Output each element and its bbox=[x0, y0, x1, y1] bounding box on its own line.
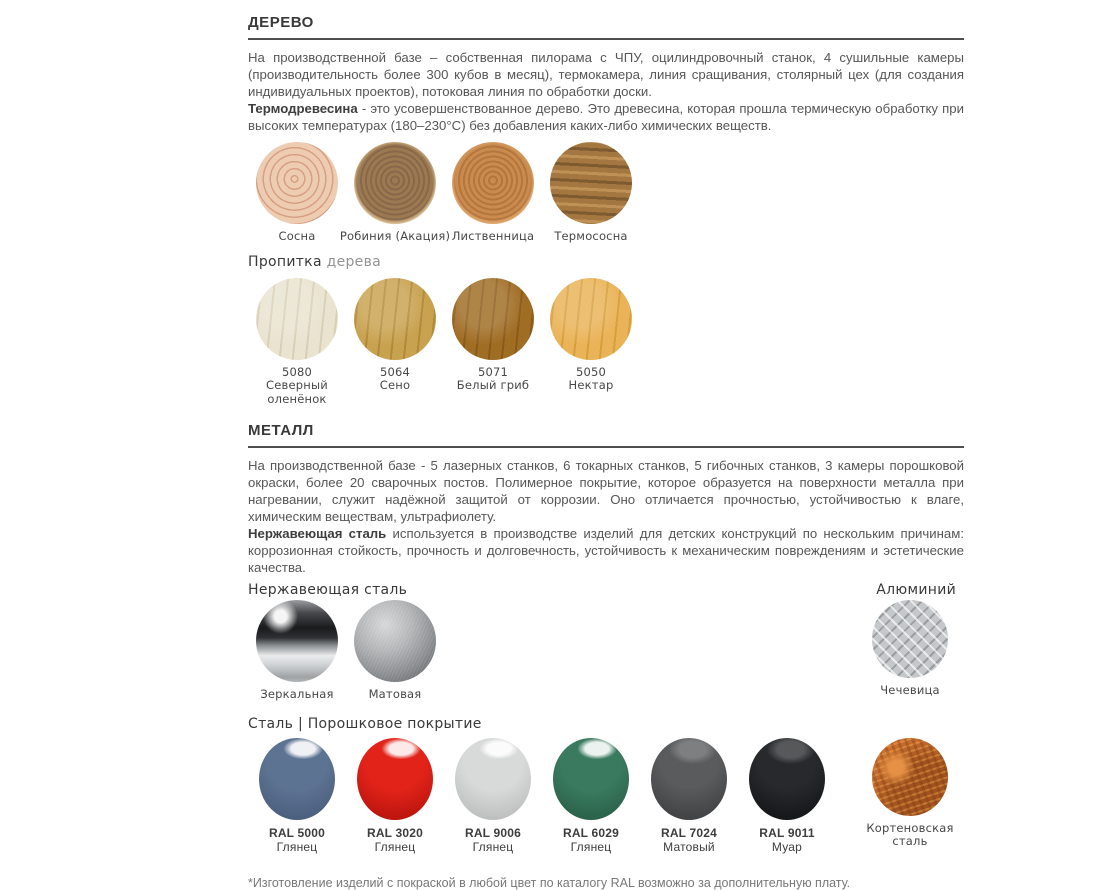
wood-species-row bbox=[248, 142, 964, 244]
swatch-ral-6029 bbox=[542, 738, 640, 854]
ral-finish: Муар bbox=[771, 839, 803, 854]
swatch-5064 bbox=[346, 278, 444, 393]
larch-cross-section-image bbox=[452, 142, 534, 224]
swatch-aluminum-plate bbox=[861, 600, 959, 698]
swatch-label bbox=[661, 826, 717, 854]
impregnation-row bbox=[248, 278, 964, 407]
thermowood-term: Термодревесина bbox=[248, 101, 358, 116]
stain-code: 5050 bbox=[575, 364, 607, 379]
thermowood-paragraph bbox=[248, 100, 964, 134]
stain-5071-image bbox=[452, 278, 534, 360]
swatch-label: Кортеновская сталь bbox=[866, 820, 954, 848]
impregnation-title-sub: дерева bbox=[326, 253, 382, 270]
swatch-label bbox=[367, 826, 423, 854]
swatch-ral-3020 bbox=[346, 738, 444, 854]
swatch-label: Чечевица bbox=[880, 683, 940, 697]
ral-7024-sphere-image bbox=[651, 738, 727, 820]
powder-coating-row bbox=[248, 738, 964, 854]
swatch-label: Сосна bbox=[278, 229, 316, 243]
swatch-label bbox=[569, 366, 614, 393]
ral-finish: Глянец bbox=[472, 839, 514, 854]
stainless-term: Нержавеющая сталь bbox=[248, 526, 387, 541]
metal-intro-paragraph: На производственной базе - 5 лазерных станков, 6 токарных станков, 5 гибочных станков, 3 камеры порошковой окраски, более 20 сварочных постов. Полимерное покрытие, которое образуется на поверхности металла при нагревании, служит надёжной защитой от коррозии. Оно отличается прочностью, устойчивостью к влаге, химическим веществам, ультрафиолету. bbox=[248, 458, 964, 524]
ral-9006-sphere-image bbox=[455, 738, 531, 820]
swatch-label bbox=[457, 366, 529, 393]
swatch-ral-5000 bbox=[248, 738, 346, 854]
swatch-ral-9011 bbox=[738, 738, 836, 854]
stain-code: 5080 bbox=[281, 364, 313, 379]
swatch-pine bbox=[248, 142, 346, 244]
swatch-larch bbox=[444, 142, 542, 244]
ral-finish: Глянец bbox=[276, 839, 318, 854]
swatch-robinia bbox=[339, 142, 451, 244]
swatch-thermopine bbox=[542, 142, 640, 244]
stain-name: Северный оленёнок bbox=[266, 378, 328, 406]
aluminum-title: Алюминий bbox=[876, 582, 956, 598]
thermopine-grain-image bbox=[550, 142, 632, 224]
stain-5064-image bbox=[354, 278, 436, 360]
swatch-ral-9006 bbox=[444, 738, 542, 854]
ral-6029-sphere-image bbox=[553, 738, 629, 820]
swatch-label: Зеркальная bbox=[260, 687, 334, 701]
stain-name: Сено bbox=[379, 378, 411, 392]
swatch-label bbox=[563, 826, 619, 854]
stainless-row bbox=[248, 600, 964, 702]
thermowood-text: - это усовершенствованное дерево. Это древесина, которая прошла термическую обработку при высоких температурах (180–230°C) без добавления каких-либо химических веществ. bbox=[248, 101, 964, 133]
swatch-label: Матовая bbox=[368, 687, 422, 701]
ral-code: RAL 5000 bbox=[268, 825, 326, 840]
ral-5000-sphere-image bbox=[259, 738, 335, 820]
swatch-matte-steel bbox=[346, 600, 444, 702]
ral-9011-sphere-image bbox=[749, 738, 825, 820]
wood-section-title: ДЕРЕВО bbox=[248, 14, 964, 40]
ral-footnote: *Изготовление изделий с покраской в любой цвет по каталогу RAL возможно за дополнительную плату. bbox=[248, 875, 851, 890]
matte-steel-sphere-image bbox=[354, 600, 436, 682]
metal-swatch-headers bbox=[248, 582, 964, 598]
ral-code: RAL 9011 bbox=[759, 825, 815, 840]
ral-finish: Матовый bbox=[663, 839, 715, 854]
ral-code: RAL 9006 bbox=[464, 825, 522, 840]
stainless-title: Нержавеющая сталь bbox=[248, 582, 408, 598]
ral-3020-sphere-image bbox=[357, 738, 433, 820]
corten-steel-image bbox=[872, 738, 948, 816]
swatch-label bbox=[465, 826, 521, 854]
stain-5080-image bbox=[256, 278, 338, 360]
stain-code: 5064 bbox=[379, 364, 411, 379]
swatch-label bbox=[248, 366, 346, 407]
content-column bbox=[248, 14, 964, 890]
metal-section-title: МЕТАЛЛ bbox=[248, 422, 964, 448]
swatch-5080 bbox=[248, 278, 346, 407]
ral-finish: Глянец bbox=[374, 839, 416, 854]
robinia-cross-section-image bbox=[354, 142, 436, 224]
powder-coating-title: Сталь | Порошковое покрытие bbox=[248, 715, 482, 732]
stain-code: 5071 bbox=[477, 364, 509, 379]
swatch-label: Робиния (Акация) bbox=[339, 229, 451, 243]
swatch-5071 bbox=[444, 278, 542, 393]
swatch-label bbox=[380, 366, 410, 393]
stain-name: Белый гриб bbox=[456, 378, 530, 392]
pine-cross-section-image bbox=[256, 142, 338, 224]
swatch-label: Лиственница bbox=[451, 229, 535, 243]
swatch-label bbox=[759, 826, 814, 854]
checker-plate-image bbox=[872, 600, 948, 678]
swatch-ral-7024 bbox=[640, 738, 738, 854]
stain-5050-image bbox=[550, 278, 632, 360]
ral-code: RAL 7024 bbox=[660, 825, 718, 840]
impregnation-title-main: Пропитка bbox=[248, 253, 322, 270]
mirror-steel-sphere-image bbox=[256, 600, 338, 682]
stainless-text: используется в производстве изделий для детских конструкций по нескольким причинам: коррозионная стойкость, прочность и долговечность, устойчивость к механическим повреждениям и эстетические качества. bbox=[248, 526, 964, 575]
swatch-5050 bbox=[542, 278, 640, 393]
ral-finish: Глянец bbox=[570, 839, 612, 854]
wood-intro-paragraph: На производственной базе – собственная пилорама с ЧПУ, оцилиндровочный станок, 4 сушильные камеры (производительность более 300 кубов в месяц), термокамера, линия сращивания, столярный цех (для создания индивидуальных проектов), потоковая линия по обработки доски. bbox=[248, 50, 964, 99]
ral-code: RAL 6029 bbox=[562, 825, 620, 840]
ral-code: RAL 3020 bbox=[366, 825, 424, 840]
swatch-label bbox=[269, 826, 325, 854]
swatch-mirror-steel bbox=[248, 600, 346, 702]
stainless-paragraph bbox=[248, 525, 964, 576]
impregnation-title bbox=[248, 254, 964, 270]
stain-name: Нектар bbox=[568, 378, 614, 392]
swatch-label: Термососна bbox=[554, 229, 628, 243]
swatch-corten bbox=[861, 738, 959, 849]
